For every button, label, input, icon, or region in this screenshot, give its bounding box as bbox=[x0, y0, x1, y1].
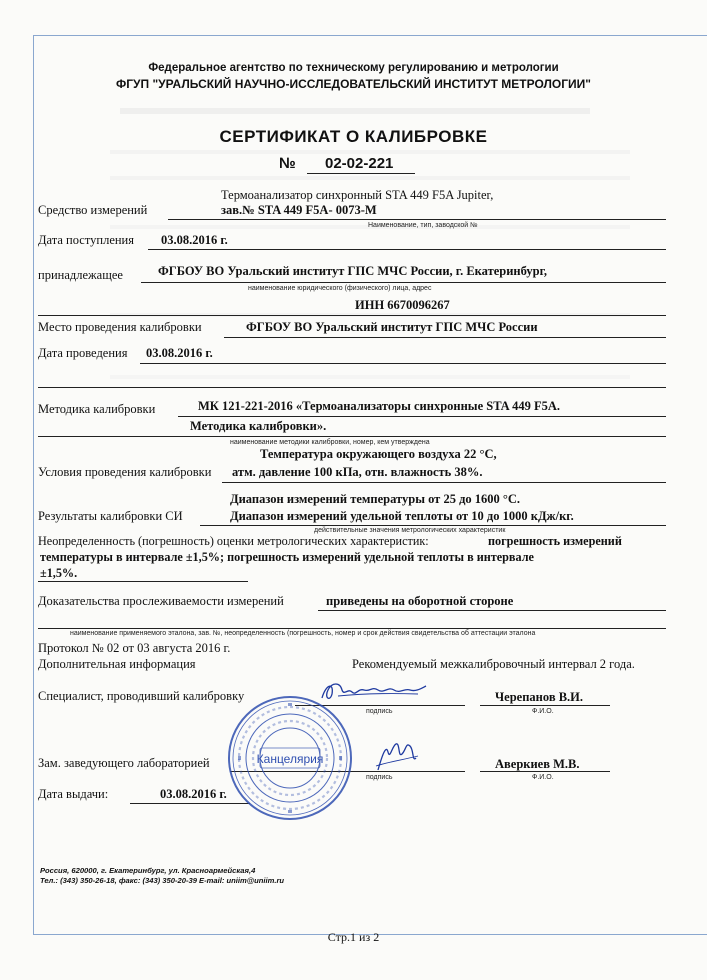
results-caption: действительные значения метрологических характеристик bbox=[314, 527, 506, 534]
place-underline bbox=[224, 337, 666, 338]
uncertainty-label: Неопределенность (погрешность) оценки метрологических характеристик: bbox=[38, 534, 429, 548]
uncertainty-value-2: температуры в интервале ±1,5%; погрешность измерений удельной теплоты в интервале bbox=[40, 550, 534, 564]
issue-label: Дата выдачи: bbox=[38, 787, 109, 801]
method-value-2: Методика калибровки». bbox=[190, 419, 327, 433]
deputy-fio-caption: Ф.И.О. bbox=[532, 774, 554, 781]
stamp-center-text: Канцелярия bbox=[256, 752, 324, 766]
deputy-name-line bbox=[480, 771, 610, 772]
page-number: Стр.1 из 2 bbox=[327, 930, 380, 944]
arrival-label: Дата поступления bbox=[38, 233, 134, 247]
date-value: 03.08.2016 г. bbox=[146, 346, 213, 360]
results-value-1: Диапазон измерений температуры от 25 до 1600 °С. bbox=[230, 492, 521, 506]
certificate-number: 02-02-221 bbox=[325, 155, 394, 172]
specialist-fio-caption: Ф.И.О. bbox=[532, 708, 554, 715]
method-underline-2 bbox=[38, 436, 666, 437]
instrument-label: Средство измерений bbox=[38, 203, 148, 217]
agency-name: Федеральное агентство по техническому регулированию и метрологии bbox=[148, 62, 559, 74]
method-caption: наименование методики калибровки, номер, кем утверждена bbox=[230, 439, 430, 446]
protocol: Протокол № 02 от 03 августа 2016 г. bbox=[38, 641, 231, 655]
inn-underline bbox=[38, 315, 666, 316]
uncertainty-value-1: погрешность измерений bbox=[488, 534, 622, 548]
results-underline bbox=[200, 525, 666, 526]
method-label: Методика калибровки bbox=[38, 402, 156, 416]
owner-underline bbox=[141, 282, 666, 283]
arrival-value: 03.08.2016 г. bbox=[161, 233, 228, 247]
uncertainty-value-3: ±1,5%. bbox=[40, 566, 78, 580]
place-value: ФГБОУ ВО Уральский институт ГПС МЧС России bbox=[246, 320, 538, 334]
bleed-through bbox=[110, 375, 630, 385]
method-value-1: МК 121-221-2016 «Термоанализаторы синхронные STA 449 F5A. bbox=[198, 399, 560, 413]
certificate-number-prefix: № bbox=[279, 155, 296, 172]
specialist-name: Черепанов В.И. bbox=[495, 690, 584, 704]
bleed-through bbox=[110, 176, 630, 186]
uncertainty-underline bbox=[38, 581, 248, 582]
conditions-label: Условия проведения калибровки bbox=[38, 465, 212, 479]
conditions-underline bbox=[222, 482, 666, 483]
inn-value: ИНН 6670096267 bbox=[355, 298, 450, 312]
method-underline-1 bbox=[178, 416, 666, 417]
specialist-name-line bbox=[480, 705, 610, 706]
results-label: Результаты калибровки СИ bbox=[38, 509, 183, 523]
traceability-value: приведены на оборотной стороне bbox=[326, 594, 514, 608]
additional-label: Дополнительная информация bbox=[38, 657, 196, 671]
specialist-sign-caption: подпись bbox=[366, 708, 393, 715]
deputy-signature bbox=[372, 736, 422, 776]
place-label: Место проведения калибровки bbox=[38, 320, 202, 334]
blank-line bbox=[38, 387, 666, 388]
traceability-label: Доказательства прослеживаемости измерений bbox=[38, 594, 284, 608]
bleed-through bbox=[120, 108, 590, 118]
issue-value: 03.08.2016 г. bbox=[160, 787, 227, 801]
number-underline bbox=[307, 173, 415, 174]
owner-caption: наименование юридического (физического) лица, адрес bbox=[248, 285, 432, 292]
deputy-name: Аверкиев М.В. bbox=[495, 757, 580, 771]
instrument-caption: Наименование, тип, заводской № bbox=[368, 222, 478, 229]
results-value-2: Диапазон измерений удельной теплоты от 10 до 1000 кДж/кг. bbox=[230, 509, 574, 523]
owner-value: ФГБОУ ВО Уральский институт ГПС МЧС России, г. Екатеринбург, bbox=[158, 264, 548, 278]
owner-label: принадлежащее bbox=[38, 268, 123, 282]
instrument-value-2: зав.№ STA 449 F5A- 0073-M bbox=[221, 203, 377, 217]
arrival-underline bbox=[148, 249, 666, 250]
interval: Рекомендуемый межкалибровочный интервал 2 года. bbox=[352, 657, 635, 671]
official-stamp bbox=[226, 694, 354, 822]
conditions-value-1: Температура окружающего воздуха 22 °С, bbox=[260, 447, 497, 461]
traceability-underline-1 bbox=[318, 610, 666, 611]
date-label: Дата проведения bbox=[38, 346, 128, 360]
date-underline bbox=[140, 363, 666, 364]
deputy-sign-caption: подпись bbox=[366, 774, 393, 781]
deputy-label: Зам. заведующего лабораторией bbox=[38, 756, 210, 770]
instrument-value-1: Термоанализатор синхронный STA 449 F5A Jupiter, bbox=[221, 188, 494, 202]
instrument-underline bbox=[168, 219, 666, 220]
specialist-label: Специалист, проводивший калибровку bbox=[38, 689, 245, 703]
conditions-value-2: атм. давление 100 кПа, отн. влажность 38%. bbox=[232, 465, 483, 479]
footer-address: Россия, 620000, г. Екатеринбург, ул. Красноармейская,4 bbox=[40, 866, 256, 875]
traceability-caption: наименование применяемого эталона, зав. №, неопределенность (погрешность, номер и срок действия свидетельства об аттестации эталона bbox=[70, 630, 536, 637]
certificate-title: СЕРТИФИКАТ О КАЛИБРОВКЕ bbox=[219, 127, 488, 146]
footer-contacts: Тел.: (343) 350-26-18, факс: (343) 350-20-39 E-mail: uniim@uniim.ru bbox=[40, 876, 285, 885]
traceability-underline-2 bbox=[38, 628, 666, 629]
institute-name: ФГУП "УРАЛЬСКИЙ НАУЧНО-ИССЛЕДОВАТЕЛЬСКИЙ ИНСТИТУТ МЕТРОЛОГИИ" bbox=[115, 77, 591, 91]
